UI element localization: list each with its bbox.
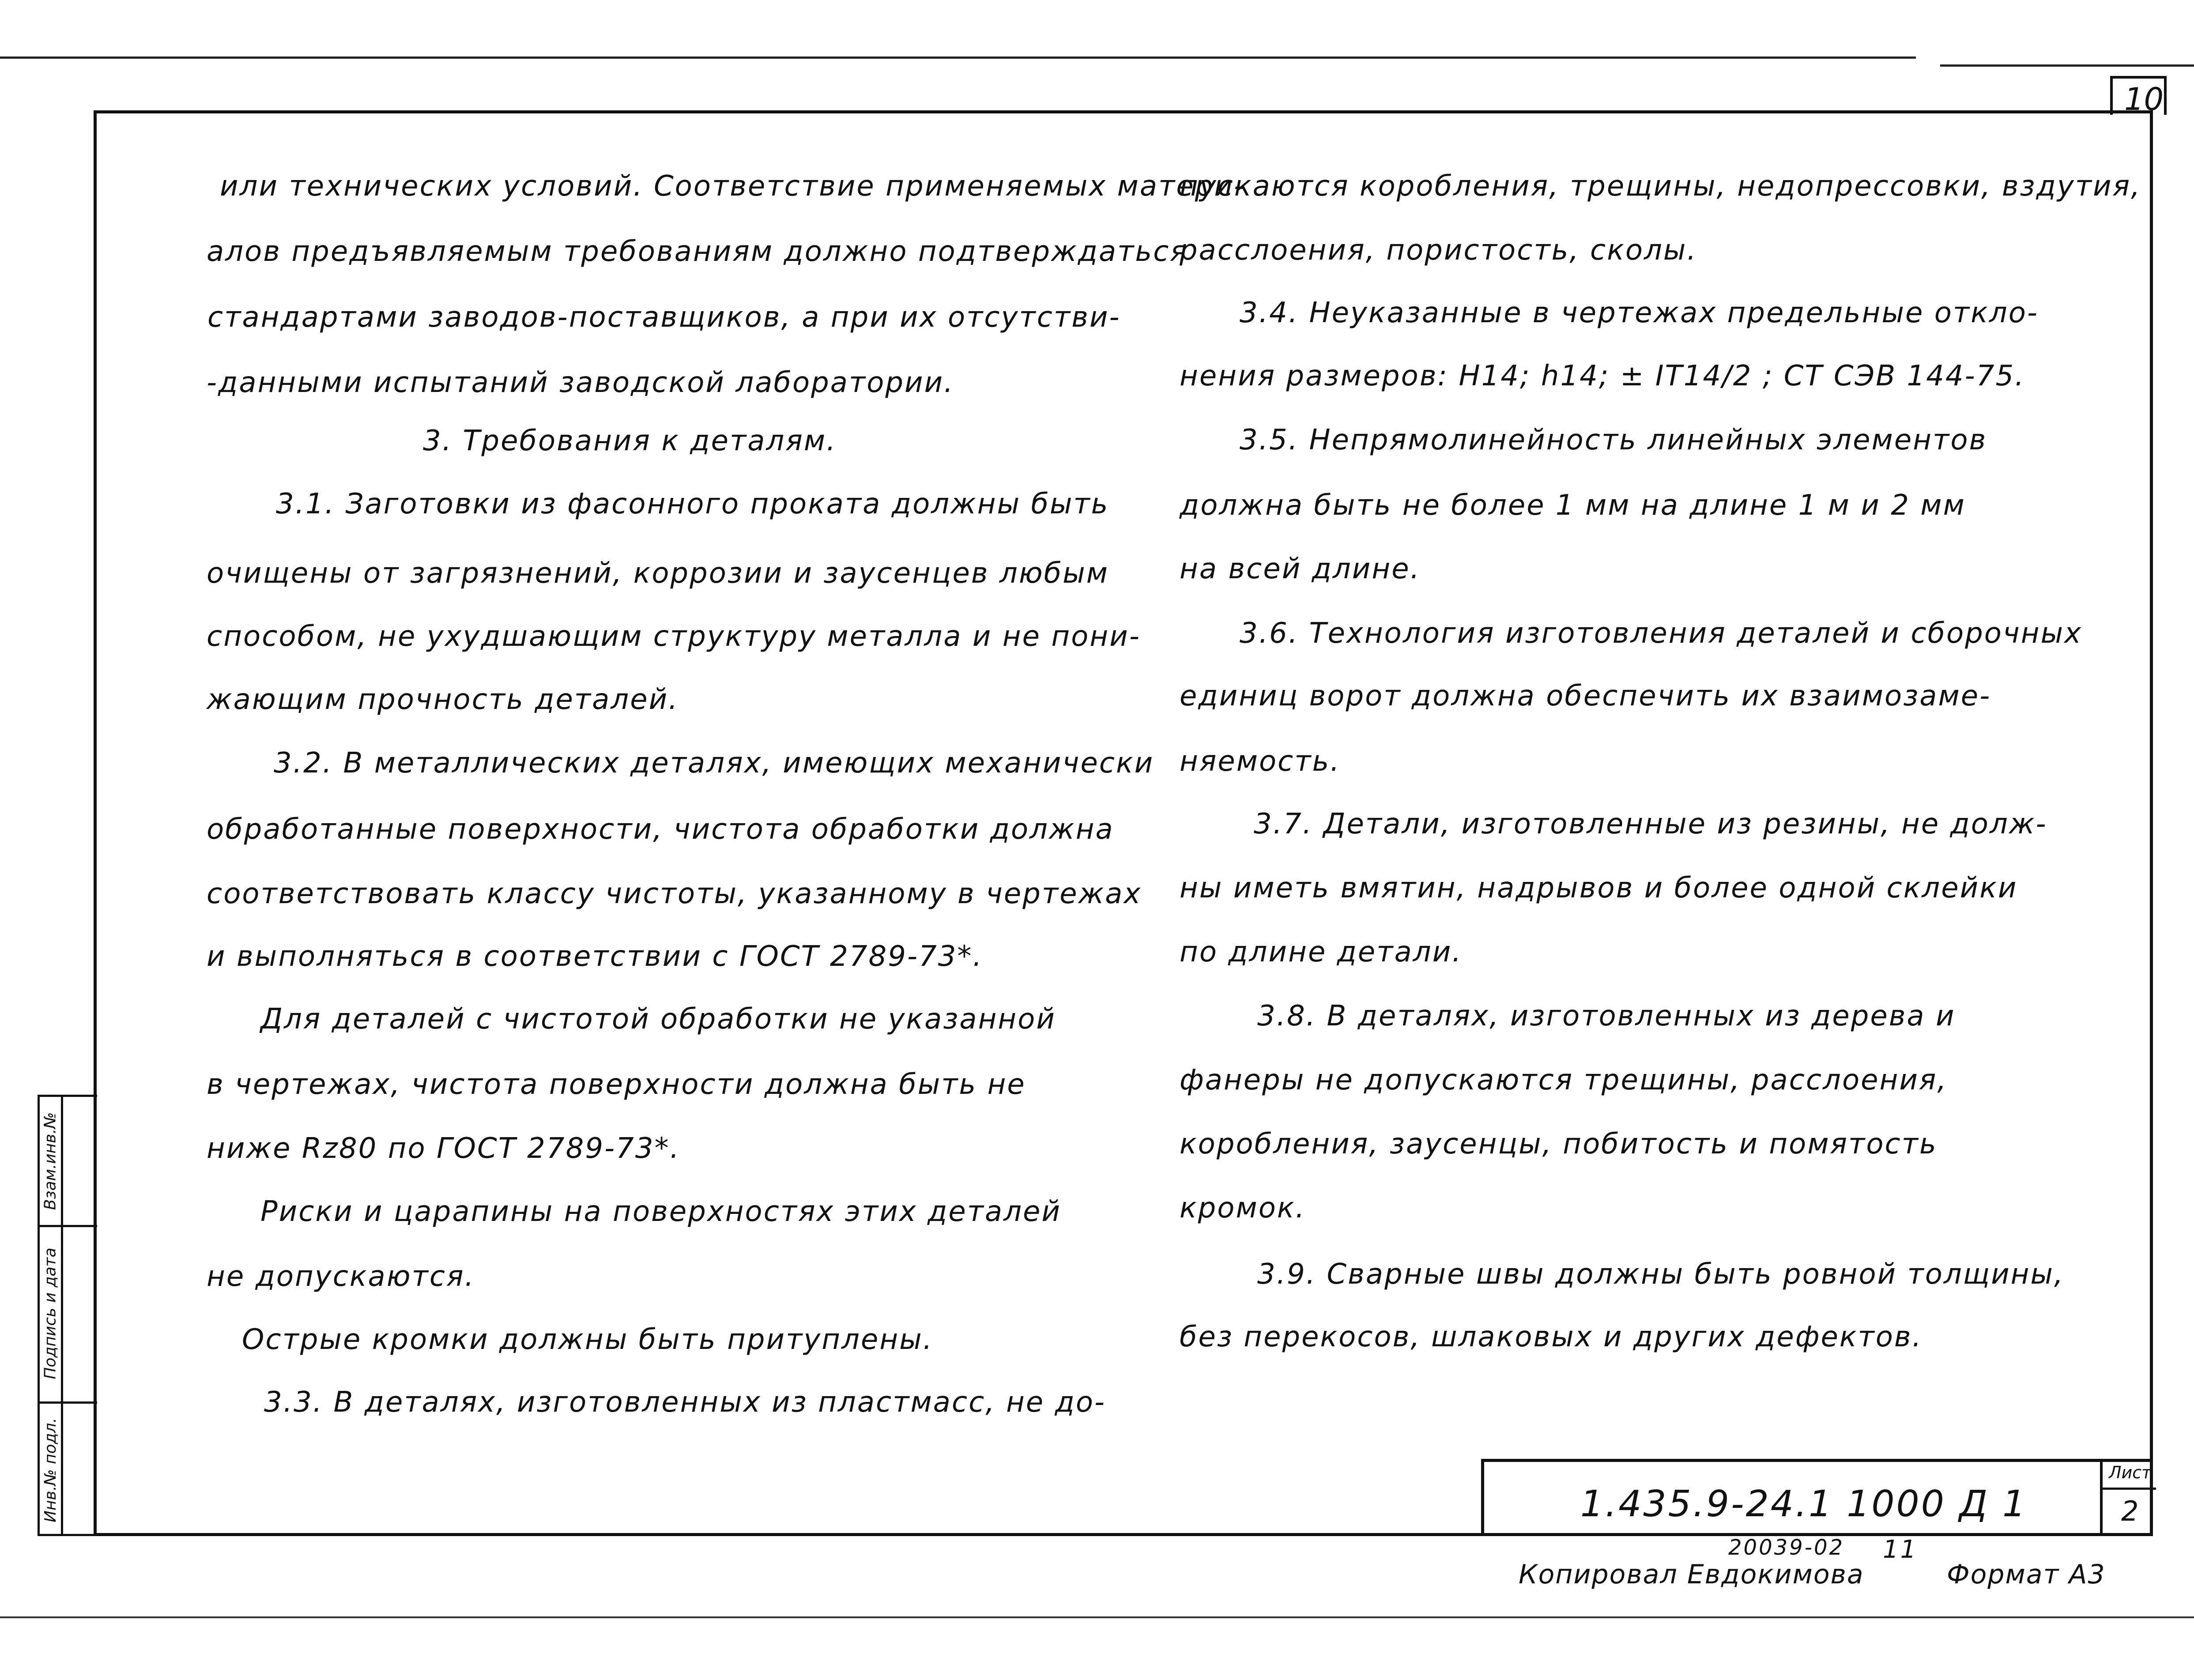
right-line-13: по длине детали. [1180,936,1463,968]
sheet-number: 2 [2121,1495,2139,1527]
document-code: 1.435.9-24.1 1000 Д 1 [1580,1483,2028,1525]
page-number-box [2110,76,2167,115]
copy-number: 11 [1883,1535,1918,1564]
right-line-15: фанеры не допускаются трещины, расслоения, [1180,1064,1948,1096]
right-line-19: без перекосов, шлаковых и других дефектов. [1180,1321,1923,1353]
order-number: 20039-02 [1728,1535,1845,1560]
left-line-10: 3.2. В металлических деталях, имеющих механически [274,747,1154,780]
paper-format: Формат А3 [1947,1559,2106,1590]
section-3-heading: 3. Требования к деталям. [423,425,837,457]
inv-original-label: Инв.№ подл. [41,1417,60,1522]
right-line-11: 3.7. Детали, изготовленные из резины, не долж- [1254,808,2047,840]
right-line-8: 3.6. Технология изготовления деталей и сборочных [1240,617,2082,650]
right-line-18: 3.9. Сварные швы должны быть ровной толщины, [1257,1258,2065,1291]
right-line-1: пускаются коробления, трещины, недопрессовки, вздутия, [1180,170,2141,203]
right-line-14: 3.8. В деталях, изготовленных из дерева и [1257,1000,1956,1032]
right-line-2: расслоения, пористость, сколы. [1180,234,1697,267]
top-rule-right [1940,64,2194,67]
right-line-4: нения размеров: Н14; h14; ± IT14/2 ; СТ СЭВ 144-75. [1180,360,2025,392]
left-line-13: и выполняться в соответствии с ГОСТ 2789-73*. [207,940,983,973]
left-line-14: Для деталей с чистотой обработки не указанной [260,1003,1056,1036]
left-line-2: алов предъявляемым требованиям должно подтверждаться [207,235,1188,268]
right-line-10: няемость. [1180,745,1341,778]
left-line-11: обработанные поверхности, чистота обработки должна [207,813,1114,846]
right-line-9: единиц ворот должна обеспечить их взаимозаме- [1180,680,1991,712]
right-line-12: ны иметь вмятин, надрывов и более одной склейки [1180,872,2018,904]
left-line-16: ниже Rz80 по ГОСТ 2789-73*. [207,1132,680,1165]
right-line-3: 3.4. Неуказанные в чертежах предельные откло- [1240,297,2039,329]
left-line-1: или технических условий. Соответствие применяемых матери- [220,170,1246,203]
sheet-cell [2100,1462,2156,1536]
title-block [1481,1459,2153,1536]
right-line-7: на всей длине. [1180,553,1421,585]
left-line-15: в чертежах, чистота поверхности должна быть не [207,1068,1026,1101]
left-line-3: стандартами заводов-поставщиков, а при их отсутстви- [207,301,1121,334]
left-line-8: способом, не ухудшающим структуру металла и не пони- [207,620,1141,653]
side-stamp-strip [38,1095,97,1536]
left-line-18: не допускаются. [207,1260,475,1293]
top-rule [0,57,1916,59]
right-line-5: 3.5. Непрямолинейность линейных элементов [1240,424,1987,456]
page-number: 10 [2124,81,2164,117]
right-line-17: кромок. [1180,1192,1306,1224]
left-line-6: 3.1. Заготовки из фасонного проката должны быть [276,488,1109,520]
left-line-4: -данными испытаний заводской лаборатории. [207,366,954,399]
sheet-label: Лист [2109,1463,2152,1482]
copied-by: Копировал Евдокимова [1519,1559,1864,1590]
left-line-7: очищены от загрязнений, коррозии и заусенцев любым [207,557,1109,590]
right-line-6: должна быть не более 1 мм на длине 1 м и 2 мм [1180,489,1966,522]
left-line-17: Риски и царапины на поверхностях этих деталей [260,1195,1062,1228]
replacing-inv-label: Взам.инв.№ [41,1112,60,1210]
bottom-rule [0,1616,2194,1618]
right-line-16: коробления, заусенцы, побитость и помятость [1180,1128,1938,1160]
left-line-9: жающим прочность деталей. [207,683,679,716]
sign-date-label: Подпись и дата [41,1247,60,1379]
left-line-19: Острые кромки должны быть притуплены. [242,1323,934,1356]
left-line-20: 3.3. В деталях, изготовленных из пластмасс, не до- [264,1386,1106,1419]
left-line-12: соответствовать классу чистоты, указанному в чертежах [207,878,1142,910]
